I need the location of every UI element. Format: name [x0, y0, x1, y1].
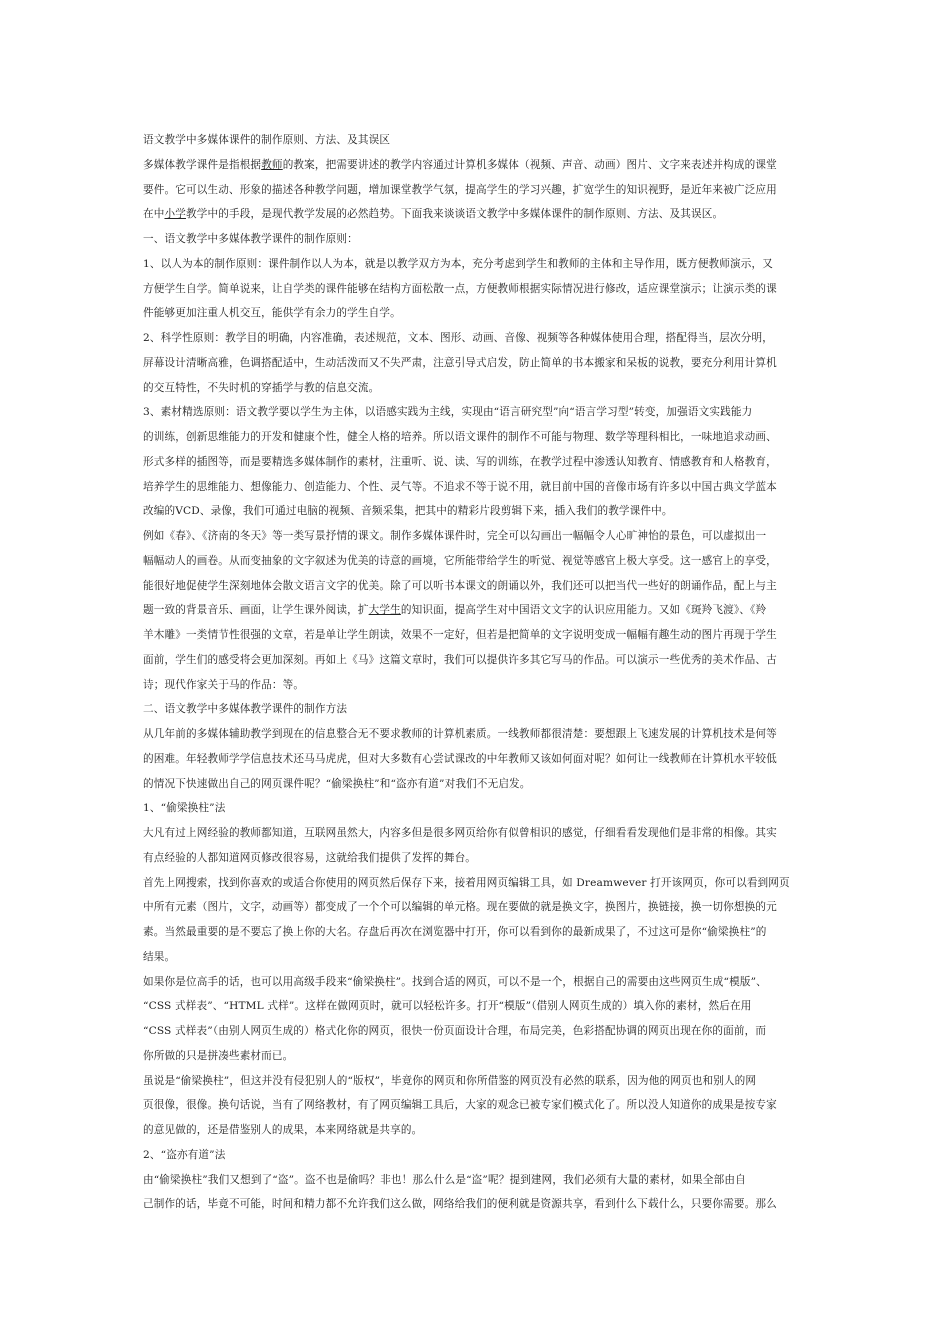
section-heading: 二、语文教学中多媒体教学课件的制作方法	[143, 703, 348, 716]
text-line: 页很像，很像。换句话说，当有了网络教材，有了网页编辑工具后，大家的观念已被专家们模式化了。所以没人知道你的成果是按专家	[143, 1099, 777, 1112]
link-university-student[interactable]: 大学生	[368, 604, 401, 617]
text-line: 虽说是“偷梁换柱”，但这并没有侵犯别人的“版权”，毕竟你的网页和你所借鉴的网页没有必然的联系，因为他的网页也和别人的网	[143, 1074, 757, 1087]
text-line: 屏幕设计清晰高雅，色调搭配适中，生动活泼而又不失严肃，注意引导式启发，防止简单的书本搬家和呆板的说教，要充分利用计算机	[143, 356, 777, 369]
text-line: 大凡有过上网经验的教师都知道，互联网虽然大，内容多但是很多网页给你有似曾相识的感觉，仔细看看发现他们是非常的相像。其实	[143, 827, 777, 839]
text-line	[143, 598, 807, 623]
text-line: 方便学生自学。简单说来，让自学类的课件能够在结构方面松散一点，方便教师根据实际情况进行修改，适应课堂演示；让演示类的课	[143, 282, 777, 295]
subsection-heading: 1、“偷梁换柱”法	[143, 802, 226, 815]
text-line: 培养学生的思维能力、想像能力、创造能力、个性、灵气等。不追求不等于说不用，就目前中国的音像市场有许多以中国古典文学蓝本	[143, 480, 777, 493]
link-primary-school[interactable]: 小学	[164, 208, 186, 221]
text-line: 素。当然最重要的是不要忘了换上你的大名。存盘后再次在浏览器中打开，你可以看到你的最新成果了，不过这可是你“偷梁换柱”的	[143, 926, 767, 938]
text-line: 的情况下快速做出自己的网页课件呢？“偷梁换柱”和“盗亦有道”对我们不无启发。	[143, 777, 531, 790]
text-line: 结果。	[143, 950, 176, 963]
text-line: 羊木雕》一类情节性很强的文章，若是单让学生朗读，效果不一定好，但若是把简单的文字说明变成一幅幅有趣生动的图片再现于学生	[143, 629, 777, 641]
document-page	[143, 128, 807, 1217]
text-line: 面前，学生们的感受将会更加深刻。再如上《马》这篇文章时，我们可以提供许多其它写马的作品。可以演示一些优秀的美术作品、古	[143, 653, 777, 666]
text-line: 能很好地促使学生深刻地体会散文语言文字的优美。除了可以听书本课文的朗诵以外，我们还可以把当代一些好的朗诵作品，配上与主	[143, 579, 777, 592]
text-line: 从几年前的多媒体辅助教学到现在的信息整合无不要求教师的计算机素质。一线教师都很清楚：要想跟上飞速发展的计算机技术是何等	[143, 728, 777, 740]
text-line: 的训练，创新思维能力的开发和健康个性，健全人格的培养。所以语文课件的制作不可能与物理、数学等理科相比，一味地追求动画、	[143, 431, 777, 443]
text-segment: 教学中的手段，是现代教学发展的必然趋势。下面我来谈谈语文教学中多媒体课件的制作原则、方法、及其误区。	[186, 208, 724, 221]
text-line: 3、素材精选原则：语文教学要以学生为主体，以语感实践为主线，实现由“语言研究型”向“语言学习型”转变，加强语文实践能力	[143, 406, 753, 419]
text-line: 的困难。年轻教师学学信息技术还马马虎虎，但对大多数有心尝试课改的中年教师又该如何面对呢？如何让一线教师在计算机水平较低	[143, 752, 777, 765]
text-line: 改编的VCD、录像，我们可通过电脑的视频、音频采集，把其中的精彩片段剪辑下来，插入我们的教学课件中。	[143, 505, 673, 518]
section-heading: 一、语文教学中多媒体教学课件的制作原则：	[143, 233, 358, 245]
text-segment: 在中	[143, 208, 165, 221]
text-line: 你所做的只是拼凑些素材而已。	[143, 1049, 294, 1062]
text-line: 幅幅动人的画卷。从而变抽象的文字叙述为优美的诗意的画境，它所能带给学生的听觉、视觉等感官上极大享受。这一感官上的享受，	[143, 554, 777, 567]
text-line: 形式多样的插图等，而是要精选多媒体制作的素材，注重听、说、读、写的训练，在教学过程中渗透认知教育、情感教育和人格教育，	[143, 455, 777, 468]
text-line: “CSS 式样表”、“HTML 式样”。这样在做网页时，就可以轻松许多。打开“模版”（借别人网页生成的）填入你的素材，然后在用	[143, 1000, 752, 1013]
text-line: 中所有元素（图片，文字，动画等）都变成了一个个可以编辑的单元格。现在要做的就是换文字，换图片，换链接，换一切你想换的元	[143, 901, 777, 914]
text-line	[143, 202, 807, 227]
text-segment: 题一致的背景音乐、画面，让学生课外阅读，扩	[143, 604, 369, 617]
text-line: 的交互特性，不失时机的穿插学与教的信息交流。	[143, 381, 380, 394]
text-line: 件能够更加注重人机交互，能供学有余力的学生自学。	[143, 307, 401, 320]
text-line: 有点经验的人都知道网页修改很容易，这就给我们提供了发挥的舞台。	[143, 851, 477, 864]
text-line: 2、科学性原则：教学目的明确，内容准确，表述规范，文本、图形、动画、音像、视频等各种媒体使用合理，搭配得当，层次分明，	[143, 332, 774, 344]
link-teacher[interactable]: 教师	[261, 158, 283, 171]
subsection-heading: 2、“盗亦有道”法	[143, 1148, 226, 1161]
text-line: 由“偷梁换柱”我们又想到了“盗”。盗不也是偷吗？非也！那么什么是“盗”呢？提到建网，我们必须有大量的素材，如果全部由自	[143, 1173, 746, 1186]
text-line: 要件。它可以生动、形象的描述各种教学问题，增加课堂教学气氛，提高学生的学习兴趣，扩宽学生的知识视野，是近年来被广泛应用	[143, 183, 777, 196]
text-line: 己制作的话，毕竟不可能，时间和精力都不允许我们这么做，网络给我们的便利就是资源共享，看到什么下载什么，只要你需要。那么	[143, 1198, 777, 1211]
document-title: 语文教学中多媒体课件的制作原则、方法、及其误区	[143, 134, 391, 146]
text-line: 诗；现代作家关于马的作品：等。	[143, 678, 305, 691]
text-segment: 多媒体教学课件是指根据	[143, 158, 262, 171]
text-segment: 的知识面，提高学生对中国语文文字的认识应用能力。又如《斑羚飞渡》、《羚	[400, 604, 767, 617]
text-segment: 的教案，把需要讲述的教学内容通过计算机多媒体（视频、声音、动画）图片、文字来表述并构成的课堂	[282, 158, 777, 171]
text-line: 如果你是位高手的话，也可以用高级手段来“偷梁换柱”。找到合适的网页，可以不是一个，根据自己的需要由这些网页生成“模版”、	[143, 975, 767, 988]
text-line	[143, 153, 807, 178]
text-line: 1、以人为本的制作原则：课件制作以人为本，就是以教学双方为本，充分考虑到学生和教师的主体和主导作用，既方便教师演示，又	[143, 257, 774, 270]
text-line: 例如《春》、《济南的冬天》等一类写景抒情的课文。制作多媒体课件时，完全可以勾画出一幅幅令人心旷神怡的景色，可以虚拟出一	[143, 530, 767, 542]
text-line: 的意见做的，还是借鉴别人的成果，本来网络就是共享的。	[143, 1124, 423, 1136]
text-line: 首先上网搜索，找到你喜欢的或适合你使用的网页然后保存下来，接着用网页编辑工具，如 Dreamwever 打开该网页，你可以看到网页	[143, 876, 790, 889]
text-line: “CSS 式样表”（由别人网页生成的）格式化你的网页，很快一份页面设计合理，布局完美，色彩搭配协调的网页出现在你的面前，而	[143, 1025, 767, 1037]
